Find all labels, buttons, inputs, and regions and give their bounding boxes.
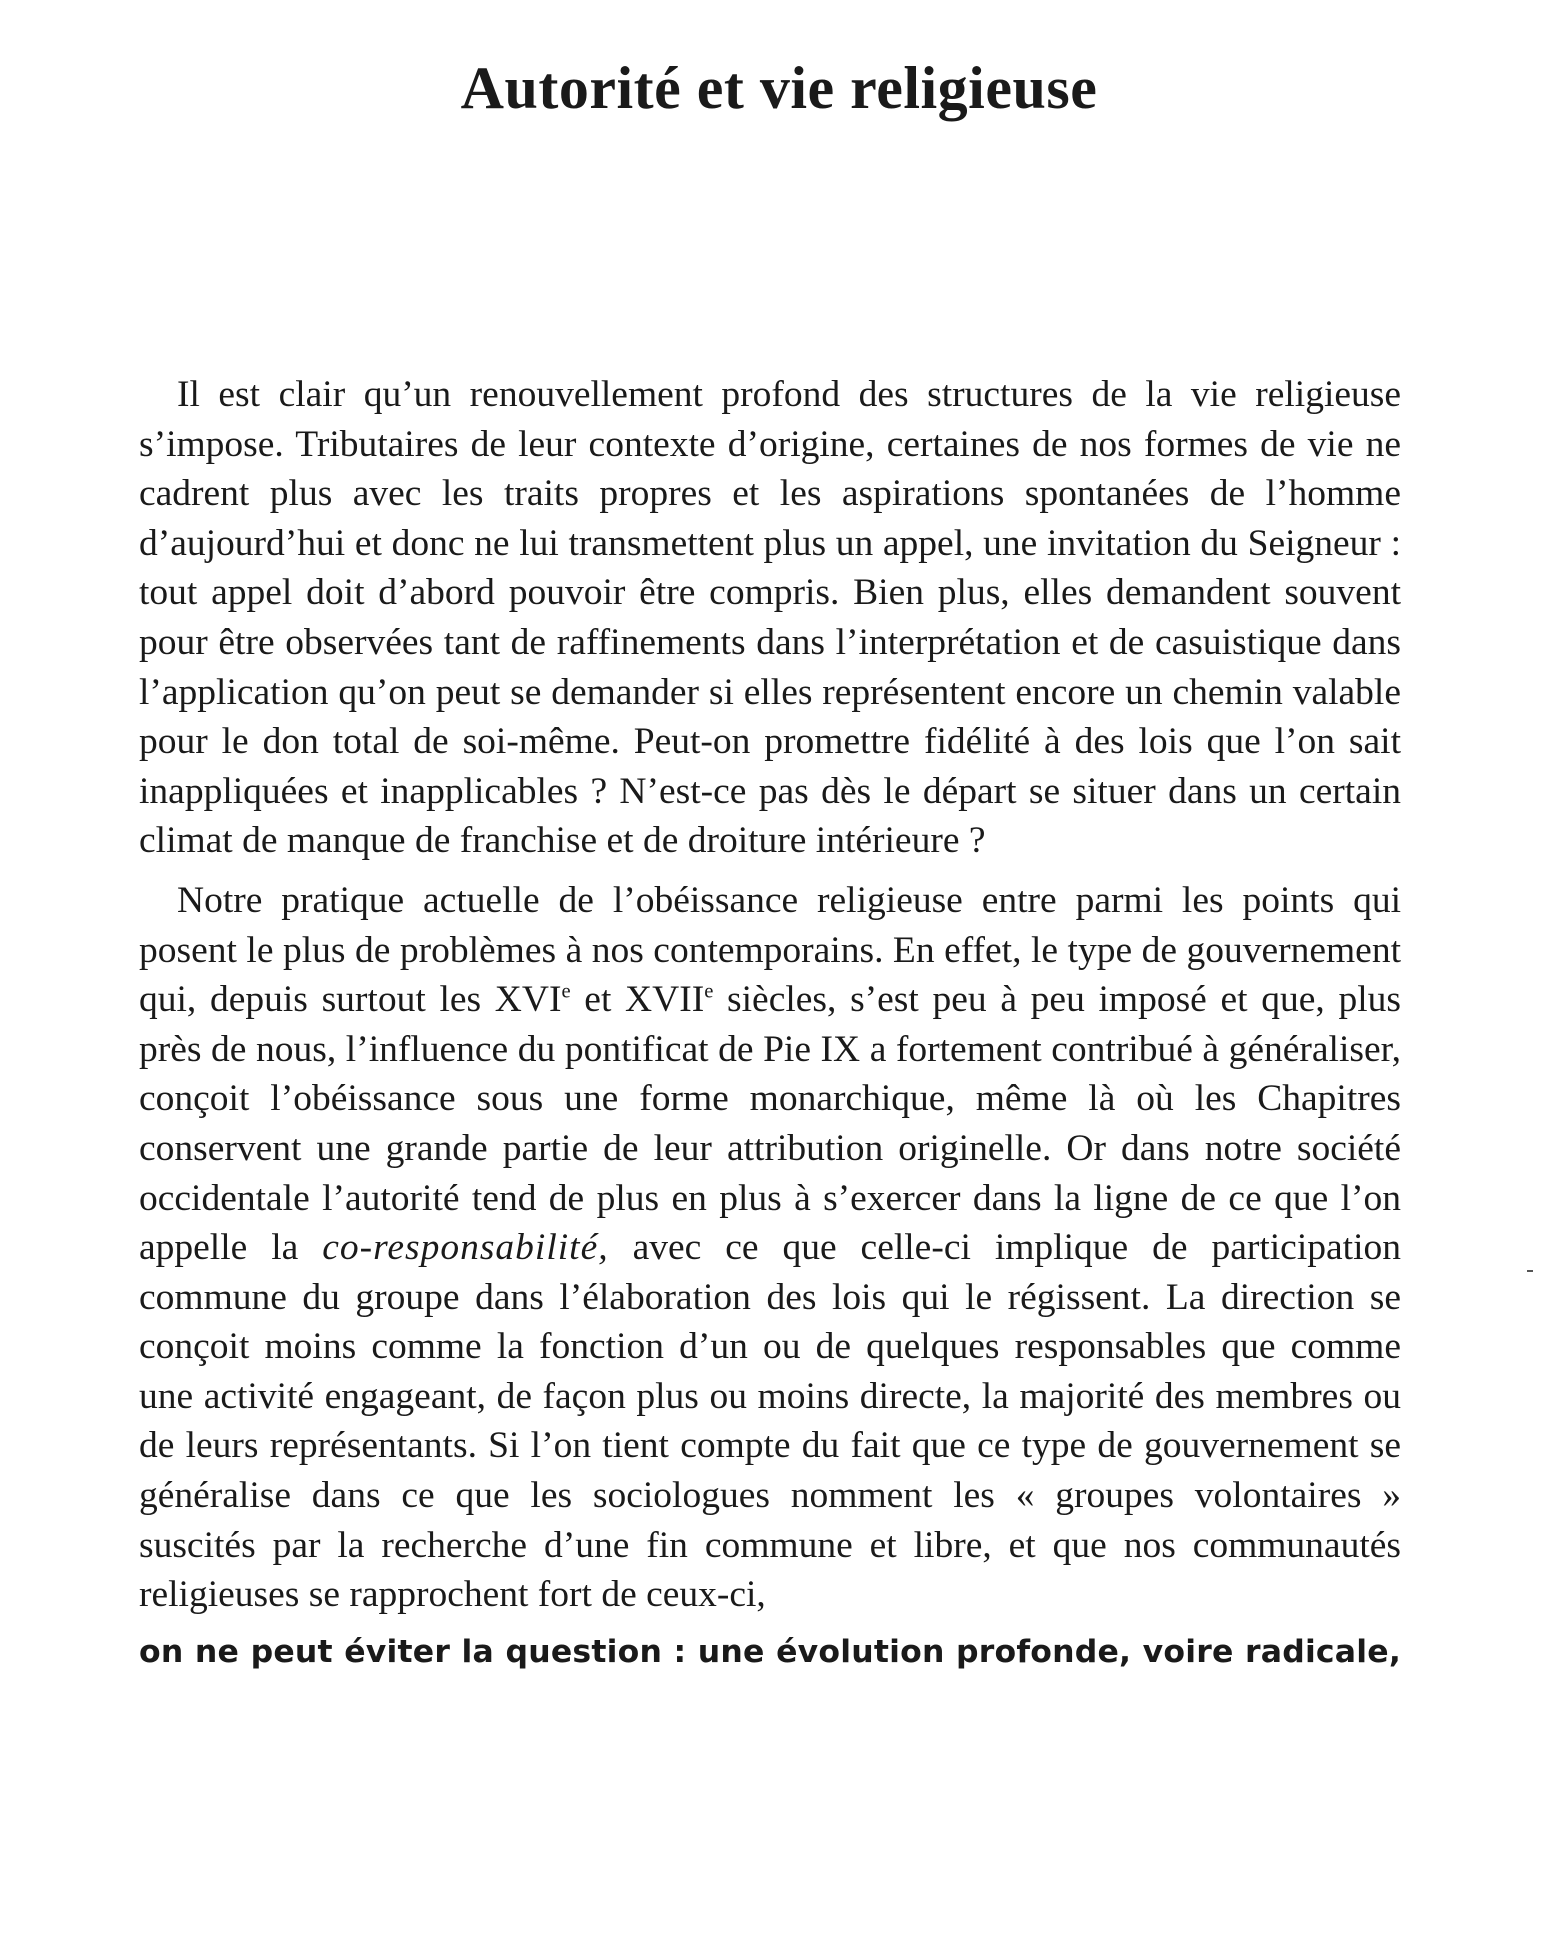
page-title: Autorité et vie religieuse <box>460 55 1098 121</box>
paragraph-1: Il est clair qu’un renouvellement profond des structures de la vie religieuse s’impose. Tributaires de leur contexte d’origine, certaines de nos formes de vie ne cadrent plus avec les traits propres et les aspirations spontanées de l’homme d’aujourd’hui et donc ne lui transmettent plus un appel, une invitation du Seigneur : tout appel doit d’abord pouvoir être compris. Bien plus, elles demandent souvent pour être observées tant de raffinements dans l’interprétation et de casuistique dans l’application qu’on peut se demander si elles représentent encore un chemin valable pour le don total de soi-même. Peut-on promettre fidélité à des lois que l’on sait inappliquées et inapplicables ? N’est-ce pas dès le départ se situer dans un certain climat de manque de franchise et de droiture intérieure ? <box>139 374 1401 862</box>
italic-term: co-responsabilité, <box>322 1227 609 1269</box>
margin-mark <box>1527 1270 1533 1272</box>
paragraph-2-part-a: Notre pratique actuelle de l’obéissance religieuse entre parmi les points qui posent le plus de problèmes à nos contemporains. En effet, le type de gouvernement qui, depuis surtout les XVI <box>139 879 1401 1021</box>
paragraph-2-part-c: siècles, s’est peu à peu imposé et que, plus près de nous, l’influence du pontificat de Pie IX a fortement contribué à généraliser, conçoit l’obéissance sous une forme monarchique, même là où les Chapitres conservent une grande partie de leur attribution originelle. Or dans notre société occidentale l’autorité tend de plus en plus à s’exercer dans la ligne de ce que l’on appelle la <box>139 979 1401 1269</box>
body-text <box>139 370 1401 1674</box>
paragraph-2-part-d: avec ce que celle-ci implique de participation commune du groupe dans l’élaboration des lois qui le régissent. La direction se conçoit moins comme la fonction d’un ou de quelques responsables que comme une activité engageant, de façon plus ou moins directe, la majorité des membres ou de leurs représentants. Si l’on tient compte du fait que ce type de gouvernement se généralise dans ce que les sociologues nomment les « groupes volontaires » suscités par la recherche d’une fin commune et libre, et que nos communautés religieuses se rapprochent fort de ceux-ci, <box>139 1227 1401 1616</box>
superscript-e-17: e <box>704 980 714 1003</box>
superscript-e-16: e <box>561 980 571 1003</box>
bold-final-line: on ne peut éviter la question : une évolution profonde, voire radicale, <box>139 1633 1401 1670</box>
paragraph-2 <box>139 876 1401 1620</box>
paragraph-2-part-b: et XVII <box>570 979 705 1021</box>
